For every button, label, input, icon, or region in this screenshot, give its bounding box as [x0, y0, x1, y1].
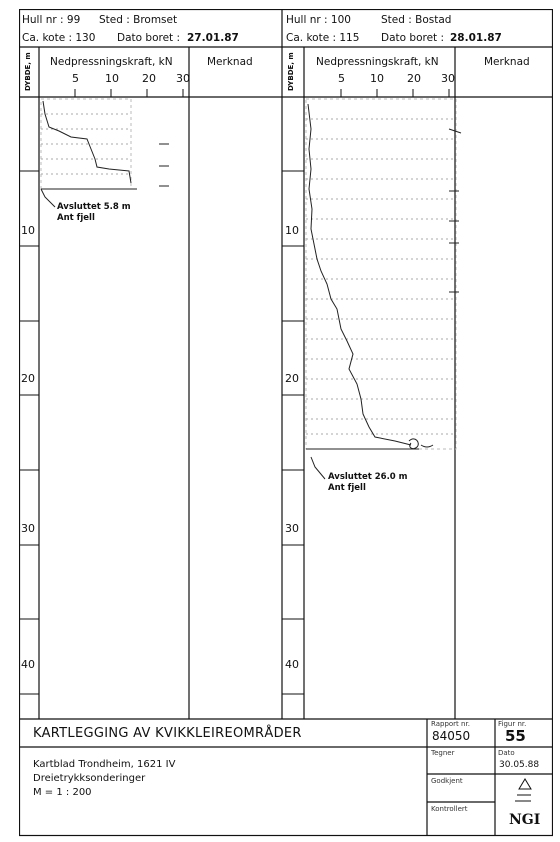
- left-depth-10: 10: [21, 224, 35, 237]
- left-remarks-title: Merknad: [207, 56, 253, 68]
- right-end-note2: Ant fjell: [328, 483, 366, 493]
- left-elevation-label: Ca. kote : 130: [22, 32, 96, 44]
- checked-label: Kontrollert: [431, 805, 468, 813]
- left-tick-30: 30: [176, 72, 190, 85]
- left-depth-axis-label: DYBDE, m: [24, 52, 32, 91]
- footer-title: KARTLEGGING AV KVIKKLEIREOMRÅDER: [33, 726, 302, 741]
- frame-lines: [19, 9, 553, 837]
- figure-label: Figur nr.: [498, 720, 527, 728]
- right-tick-10: 10: [370, 72, 384, 85]
- right-depth-10: 10: [285, 224, 299, 237]
- right-depth-20: 20: [285, 372, 299, 385]
- left-force-title: Nedpressningskraft, kN: [50, 56, 173, 68]
- footer-line1: Kartblad Trondheim, 1621 IV: [33, 759, 176, 770]
- left-hole-label: Hull nr : 99: [22, 14, 81, 26]
- footer-line2: Dreietrykksonderinger: [33, 773, 146, 784]
- right-hole-label: Hull nr : 100: [286, 14, 351, 26]
- left-end-note2: Ant fjell: [57, 213, 95, 223]
- ngi-logo-mark: [515, 779, 531, 801]
- right-date-prefix: Dato boret :: [381, 32, 445, 44]
- right-depth-40: 40: [285, 658, 299, 671]
- right-tick-5: 5: [338, 72, 345, 85]
- left-tick-10: 10: [105, 72, 119, 85]
- right-tick-30: 30: [441, 72, 455, 85]
- drawing-sheet: [19, 9, 553, 837]
- report-label: Rapport nr.: [431, 720, 470, 728]
- left-date-prefix: Dato boret :: [117, 32, 181, 44]
- left-tick-5: 5: [72, 72, 79, 85]
- left-depth-30: 30: [21, 522, 35, 535]
- left-end-note: Avsluttet 5.8 m: [57, 202, 131, 212]
- footer-line3: M = 1 : 200: [33, 787, 92, 798]
- right-tick-20: 20: [407, 72, 421, 85]
- drawer-label: Tegner: [431, 749, 455, 757]
- right-place-label: Sted : Bostad: [381, 14, 452, 26]
- right-depth-axis-label: DYBDE, m: [287, 52, 295, 91]
- left-tick-20: 20: [142, 72, 156, 85]
- approved-label: Godkjent: [431, 777, 463, 785]
- right-end-note: Avsluttet 26.0 m: [328, 472, 408, 482]
- right-force-title: Nedpressningskraft, kN: [316, 56, 439, 68]
- right-remarks-title: Merknad: [484, 56, 530, 68]
- ngi-logo-text: NGI: [509, 812, 541, 828]
- left-depth-40: 40: [21, 658, 35, 671]
- right-date-value: 28.01.87: [450, 32, 502, 44]
- left-place-label: Sted : Bromset: [99, 14, 178, 26]
- date-value: 30.05.88: [499, 760, 540, 770]
- date-label: Dato: [498, 749, 515, 757]
- right-elevation-label: Ca. kote : 115: [286, 32, 360, 44]
- report-value: 84050: [432, 729, 471, 743]
- left-depth-20: 20: [21, 372, 35, 385]
- right-log-trace: [306, 99, 461, 479]
- left-date-value: 27.01.87: [187, 32, 239, 44]
- figure-value: 55: [505, 727, 526, 745]
- right-depth-30: 30: [285, 522, 299, 535]
- left-log-trace: [41, 99, 169, 207]
